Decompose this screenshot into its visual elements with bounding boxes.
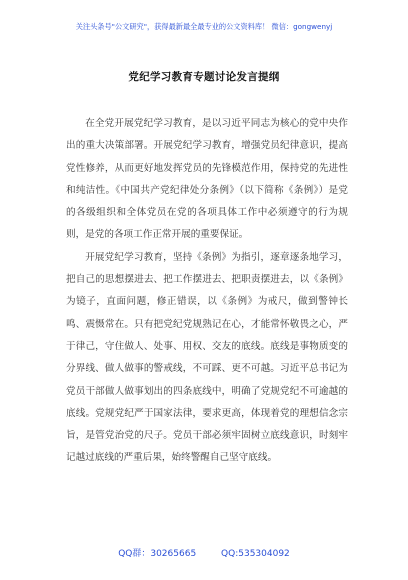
footer-contact <box>0 546 408 559</box>
body-paragraph-1: 在全党开展党纪学习教育，是以习近平同志为核心的党中央作出的重大决策部署。开展党纪学习教育，增强党员纪律意识，提高党性修养，从而更好地发挥党员的先锋模范作用，保持党的先进性和纯洁性。《中国共产党纪律处分条例》（以下简称《条例》）是党的各级组织和全体党员在党的各项具体工作中必须遵守的行为规则，是党的各项工作正常开展的重要保证。 <box>66 118 348 241</box>
body-paragraph-2: 开展党纪学习教育，坚持《条例》为指引，逐章逐条地学习，把自己的思想摆进去、把工作摆进去、把职责摆进去，以《条例》为镜子，直面问题，修正错误，以《条例》为戒尺，做到警钟长鸣、震慑常在。只有把党纪党规熟记在心，才能常怀敬畏之心，严于律己，守住做人、处事、用权、交友的底线。底线是事物质变的分界线、做人做事的警戒线，不可踩、更不可越。习近平总书记为党员干部做人做事划出的四条底线中，明确了党规党纪不可逾越的底线。党规党纪严于国家法律，要求更高，体现着党的理想信念宗旨，是管党治党的尺子。党员干部必须牢固树立底线意识，时刻牢记越过底线的严重后果，始终警醒自己坚守底线。 <box>66 251 348 464</box>
header-promo-text: 关注头条号"公文研究"，获得最新最全最专业的公文资料库！ 微信：gongwenyj <box>75 22 333 31</box>
footer-qq: QQ:535304092 <box>221 549 290 559</box>
document-body <box>66 113 348 470</box>
footer-qq-group: QQ群：30265665 <box>118 549 197 559</box>
document-title: 党纪学习教育专题讨论发言提纲 <box>128 71 280 83</box>
